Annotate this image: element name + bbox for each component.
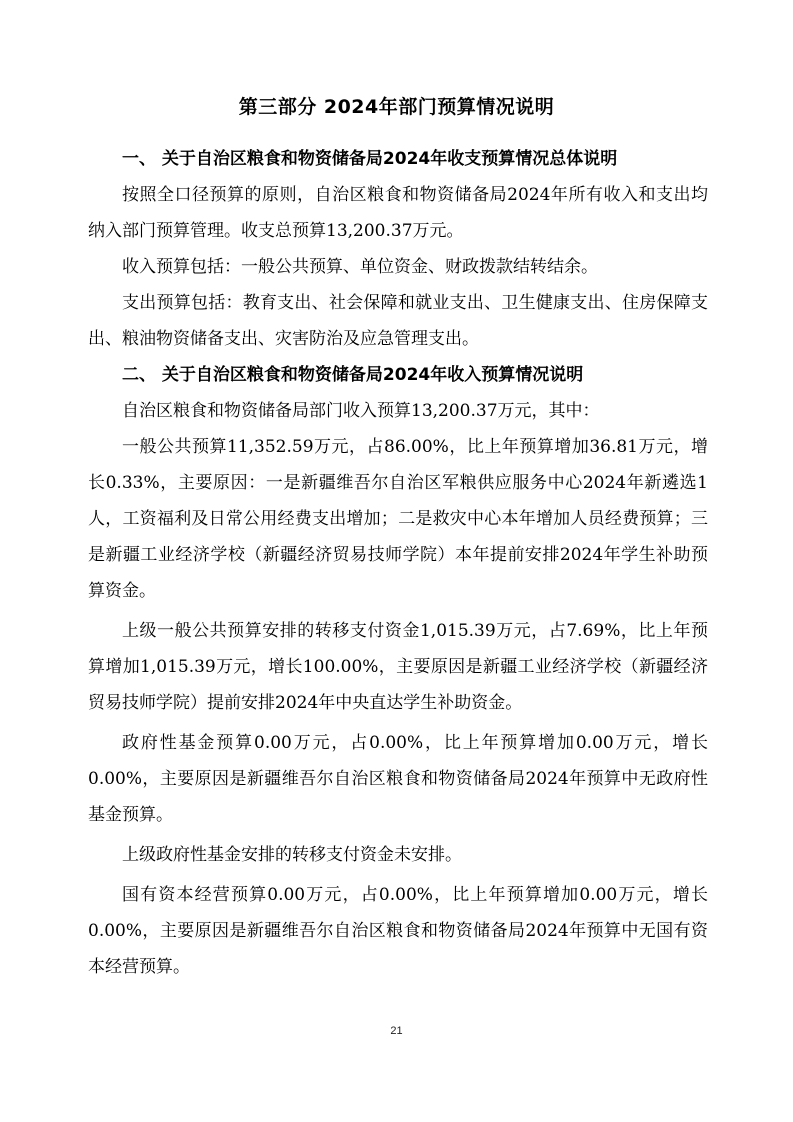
paragraph: 收入预算包括：一般公共预算、单位资金、财政拨款结转结余。	[122, 257, 598, 277]
section-heading-1: 一、 关于自治区粮食和物资储备局2024年收支预算情况总体说明	[122, 149, 618, 169]
document-body	[88, 141, 708, 985]
paragraph: 上级政府性基金安排的转移支付资金未安排。	[122, 845, 462, 865]
paragraph: 上级一般公共预算安排的转移支付资金1,015.39万元，占7.69%，比上年预算增加1,015.39万元，增长100.00%，主要原因是新疆工业经济学校（新疆经济贸易技师学院）提前安排2024年中央直达学生补助资金。	[88, 621, 708, 713]
page-title: 第三部分 2024年部门预算情况说明	[238, 96, 555, 118]
paragraph: 一般公共预算11,352.59万元，占86.00%，比上年预算增加36.81万元，增长0.33%，主要原因：一是新疆维吾尔自治区军粮供应服务中心2024年新遴选1人，工资福利及日常公用经费支出增加；二是救灾中心本年增加人员经费预算；三是新疆工业经济学校（新疆经济贸易技师学院）本年提前安排2024年学生补助预算资金。	[88, 437, 708, 601]
paragraph: 自治区粮食和物资储备局部门收入预算13,200.37万元，其中：	[122, 401, 600, 421]
paragraph: 国有资本经营预算0.00万元，占0.00%，比上年预算增加0.00万元，增长0.00%，主要原因是新疆维吾尔自治区粮食和物资储备局2024年预算中无国有资本经营预算。	[88, 885, 708, 977]
section-heading-2: 二、 关于自治区粮食和物资储备局2024年收入预算情况说明	[122, 365, 584, 385]
paragraph: 支出预算包括：教育支出、社会保障和就业支出、卫生健康支出、住房保障支出、粮油物资储备支出、灾害防治及应急管理支出。	[88, 293, 708, 349]
page-number: 21	[390, 1025, 403, 1037]
paragraph: 政府性基金预算0.00万元，占0.00%，比上年预算增加0.00万元，增长0.00%，主要原因是新疆维吾尔自治区粮食和物资储备局2024年预算中无政府性基金预算。	[88, 733, 708, 825]
paragraph: 按照全口径预算的原则，自治区粮食和物资储备局2024年所有收入和支出均纳入部门预算管理。收支总预算13,200.37万元。	[88, 185, 708, 241]
